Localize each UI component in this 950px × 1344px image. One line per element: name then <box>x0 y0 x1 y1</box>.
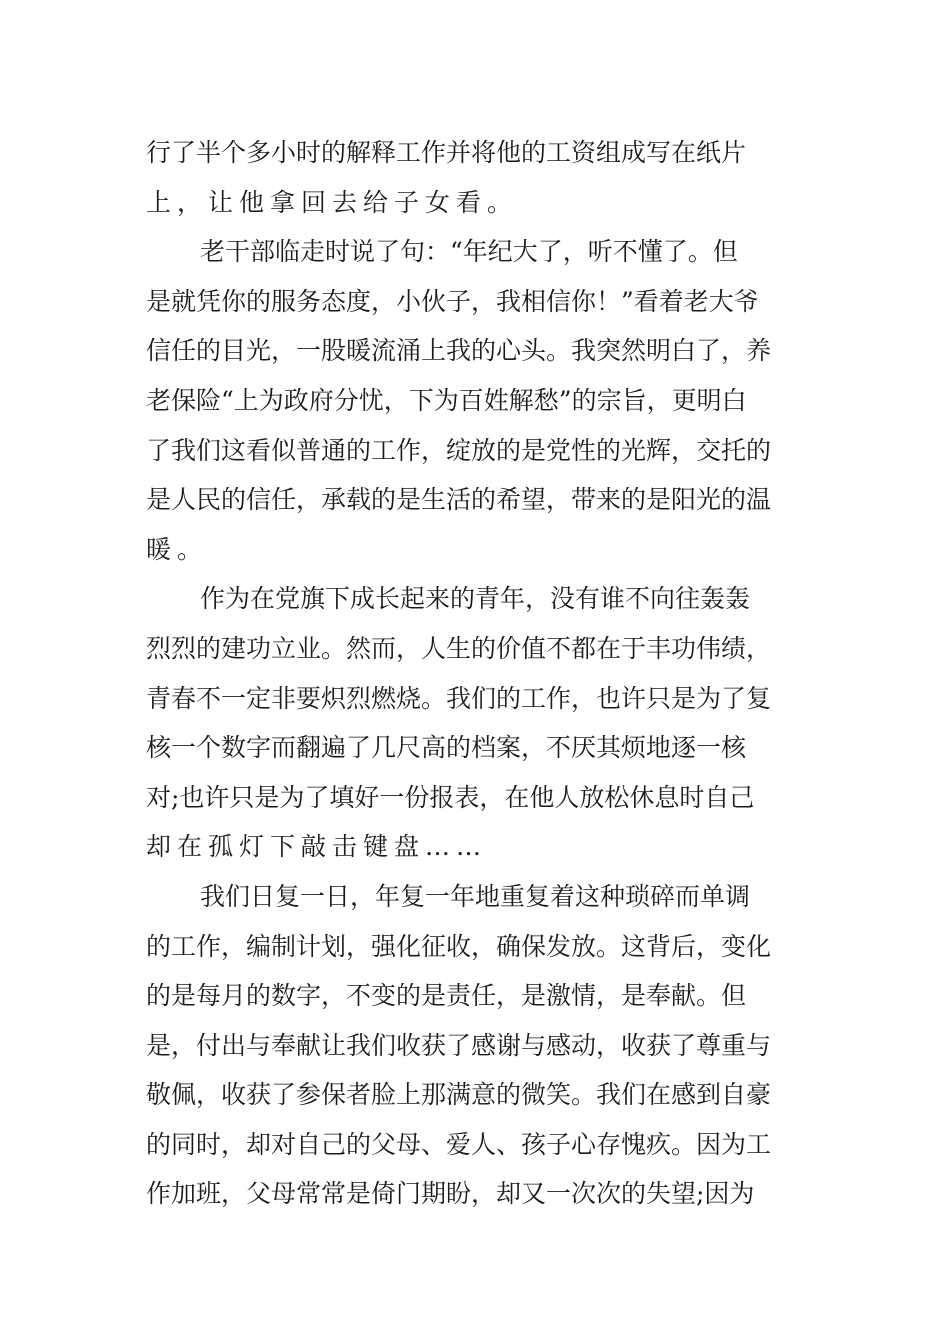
text-line: 老干部临走时说了句：“年纪大了，听不懂了。但 <box>200 237 738 267</box>
text-line: 核一个数字而翻遍了几尺高的档案，不厌其烦地逐一核 <box>146 733 747 763</box>
text-line: 是人民的信任，承载的是生活的希望，带来的是阳光的温 <box>146 485 772 515</box>
text-line: 我们日复一日，年复一年地重复着这种琐碎而单调 <box>200 881 751 911</box>
text-line: 作加班，父母常常是倚门期盼，却又一次次的失望;因为 <box>146 1179 755 1209</box>
text-line: 的同时，却对自己的父母、爱人、孩子心存愧疚。因为工 <box>146 1129 772 1159</box>
text-line: 敬佩，收获了参保者脸上那满意的微笑。我们在感到自豪 <box>146 1080 772 1110</box>
text-line: 了我们这看似普通的工作，绽放的是党性的光辉，交托的 <box>146 435 772 465</box>
text-line: 青春不一定非要炽烈燃烧。我们的工作，也许只是为了复 <box>146 683 772 713</box>
text-line: 对;也许只是为了填好一份报表，在他人放松休息时自己 <box>146 782 755 812</box>
text-line: 的是每月的数字，不变的是责任，是激情，是奉献。但 <box>146 981 747 1011</box>
text-line: 行了半个多小时的解释工作并将他的工资组成写在纸片 <box>146 138 747 167</box>
text-line: 烈烈的建功立业。然而，人生的价值不都在于丰功伟绩， <box>146 633 772 663</box>
text-line: 暖。 <box>146 534 209 564</box>
text-line: 是就凭你的服务态度，小伙子，我相信你！”看着老大爷 <box>146 286 759 316</box>
text-line: 却在孤灯下敲击键盘…… <box>146 832 488 862</box>
text-line: 信任的目光，一股暖流涌上我的心头。我突然明白了，养 <box>146 336 772 366</box>
text-line: 老保险“上为政府分忧，下为百姓解愁”的宗旨，更明白 <box>146 385 747 415</box>
text-line: 是，付出与奉献让我们收获了感谢与感动，收获了尊重与 <box>146 1030 772 1060</box>
body-text <box>146 128 810 1219</box>
text-line: 上，让他拿回去给子女看。 <box>146 187 519 217</box>
text-line: 作为在党旗下成长起来的青年，没有谁不向往轰轰 <box>200 584 751 614</box>
text-line: 的工作，编制计划，强化征收，确保发放。这背后，变化 <box>146 931 772 961</box>
